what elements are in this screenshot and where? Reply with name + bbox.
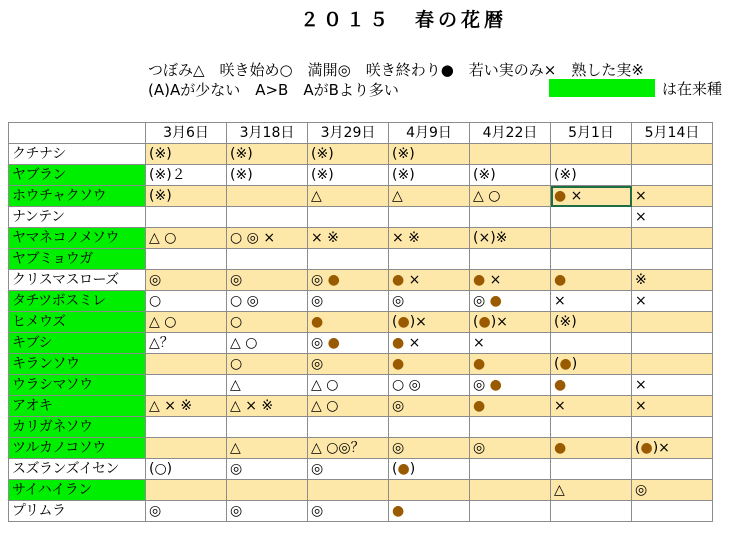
status-cell[interactable] bbox=[551, 375, 632, 396]
filled-circle-symbol: ● bbox=[554, 440, 567, 456]
status-cell[interactable]: (●)× bbox=[470, 312, 551, 333]
status-cell[interactable]: ○ bbox=[227, 312, 308, 333]
plant-row bbox=[9, 270, 713, 291]
filled-circle-symbol: ● bbox=[559, 356, 572, 372]
status-cell[interactable] bbox=[470, 354, 551, 375]
status-cell[interactable] bbox=[632, 459, 713, 480]
status-cell[interactable]: ● × bbox=[470, 270, 551, 291]
plant-row bbox=[9, 438, 713, 459]
status-cell[interactable] bbox=[308, 480, 389, 501]
date-header-cell[interactable]: 3月18日 bbox=[227, 123, 308, 144]
status-cell[interactable] bbox=[389, 249, 470, 270]
filled-circle-symbol: ● bbox=[640, 440, 653, 456]
status-cell[interactable] bbox=[470, 396, 551, 417]
status-cell[interactable]: ◎ ● bbox=[308, 270, 389, 291]
filled-circle-symbol: ● bbox=[392, 335, 405, 351]
filled-circle-symbol: ● bbox=[397, 314, 410, 330]
status-cell[interactable]: ◎ bbox=[308, 291, 389, 312]
filled-circle-symbol: ● bbox=[489, 377, 502, 393]
status-cell[interactable] bbox=[470, 480, 551, 501]
status-cell[interactable]: △ bbox=[227, 375, 308, 396]
plant-name-cell[interactable]: ナンテン bbox=[9, 207, 146, 228]
status-cell[interactable] bbox=[551, 438, 632, 459]
status-cell[interactable]: (※) bbox=[146, 186, 227, 207]
filled-circle-symbol: ● bbox=[478, 314, 491, 330]
status-cell[interactable]: × bbox=[470, 333, 551, 354]
status-cell[interactable]: △ bbox=[227, 438, 308, 459]
plant-row bbox=[9, 354, 713, 375]
plant-row bbox=[9, 228, 713, 249]
status-cell[interactable] bbox=[146, 417, 227, 438]
status-cell[interactable] bbox=[389, 354, 470, 375]
status-cell[interactable] bbox=[146, 480, 227, 501]
status-cell[interactable] bbox=[551, 144, 632, 165]
status-cell[interactable]: (※) bbox=[308, 165, 389, 186]
status-cell[interactable]: (※) bbox=[389, 165, 470, 186]
status-cell[interactable] bbox=[470, 207, 551, 228]
status-cell[interactable] bbox=[632, 354, 713, 375]
status-cell[interactable]: (※) bbox=[227, 165, 308, 186]
plant-row bbox=[9, 165, 713, 186]
status-cell[interactable] bbox=[470, 501, 551, 522]
plant-name-cell[interactable]: アオキ bbox=[9, 396, 146, 417]
plant-name-cell[interactable]: ヒメウズ bbox=[9, 312, 146, 333]
plant-name-cell[interactable]: ヤマネコノメソウ bbox=[9, 228, 146, 249]
status-cell[interactable]: × bbox=[632, 396, 713, 417]
plant-name-cell[interactable]: キブシ bbox=[9, 333, 146, 354]
legend-abundance: (A)Aが少ない A>B AがBより多い bbox=[148, 81, 399, 99]
status-cell[interactable]: ○ ◎ × bbox=[227, 228, 308, 249]
status-cell[interactable]: ◎ bbox=[470, 438, 551, 459]
status-cell[interactable]: × ※ bbox=[308, 228, 389, 249]
status-cell[interactable]: ◎ ● bbox=[470, 291, 551, 312]
status-cell[interactable]: (○) bbox=[146, 459, 227, 480]
status-cell[interactable]: ○ ◎ bbox=[227, 291, 308, 312]
status-cell[interactable] bbox=[146, 354, 227, 375]
selected-cell[interactable]: ● × bbox=[551, 186, 632, 207]
status-cell[interactable] bbox=[227, 417, 308, 438]
filled-circle-symbol: ● bbox=[392, 356, 405, 372]
status-cell[interactable]: (●) bbox=[389, 459, 470, 480]
sheet-title: ２０１５ 春の花暦 bbox=[300, 9, 508, 31]
status-cell[interactable]: ◎ bbox=[227, 270, 308, 291]
status-cell[interactable] bbox=[308, 207, 389, 228]
plant-name-cell[interactable]: タチツボスミレ bbox=[9, 291, 146, 312]
status-cell[interactable]: △ ○ bbox=[146, 312, 227, 333]
status-cell[interactable]: △ bbox=[551, 480, 632, 501]
plant-row bbox=[9, 333, 713, 354]
plant-row bbox=[9, 249, 713, 270]
date-header-cell[interactable]: 3月29日 bbox=[308, 123, 389, 144]
status-cell[interactable]: × bbox=[551, 291, 632, 312]
status-cell[interactable]: ○ bbox=[146, 291, 227, 312]
plant-row bbox=[9, 501, 713, 522]
status-cell[interactable]: △ ○ bbox=[308, 396, 389, 417]
status-cell[interactable]: △ bbox=[308, 186, 389, 207]
status-cell[interactable] bbox=[632, 312, 713, 333]
plant-name-cell[interactable]: ホウチャクソウ bbox=[9, 186, 146, 207]
status-cell[interactable]: △ ○ bbox=[470, 186, 551, 207]
status-cell[interactable]: △ bbox=[389, 186, 470, 207]
status-cell[interactable]: (※) bbox=[146, 144, 227, 165]
status-cell[interactable]: △ ○ bbox=[146, 228, 227, 249]
status-cell[interactable]: × bbox=[632, 291, 713, 312]
status-cell[interactable] bbox=[470, 417, 551, 438]
status-cell[interactable]: △？ bbox=[146, 333, 227, 354]
status-cell[interactable]: (※) bbox=[551, 165, 632, 186]
header-corner-cell[interactable] bbox=[9, 123, 146, 144]
status-cell[interactable]: ◎ bbox=[389, 396, 470, 417]
status-cell[interactable]: ◎ bbox=[308, 354, 389, 375]
filled-circle-symbol: ● bbox=[554, 272, 567, 288]
status-cell[interactable]: ◎ ● bbox=[308, 333, 389, 354]
plant-row bbox=[9, 186, 713, 207]
filled-circle-symbol: ● bbox=[554, 377, 567, 393]
filled-circle-symbol: ● bbox=[473, 356, 486, 372]
status-cell[interactable] bbox=[146, 207, 227, 228]
status-cell[interactable] bbox=[551, 228, 632, 249]
status-cell[interactable] bbox=[632, 501, 713, 522]
status-cell[interactable]: (●)× bbox=[632, 438, 713, 459]
native-legend-label: は在来種 bbox=[662, 80, 723, 98]
status-cell[interactable]: ◎ ● bbox=[470, 375, 551, 396]
status-cell[interactable] bbox=[551, 270, 632, 291]
plant-name-cell[interactable]: サイハイラン bbox=[9, 480, 146, 501]
status-cell[interactable] bbox=[632, 249, 713, 270]
status-cell[interactable] bbox=[632, 417, 713, 438]
status-cell[interactable]: (※) bbox=[551, 312, 632, 333]
native-color-swatch bbox=[549, 79, 655, 97]
status-cell[interactable]: △ ○ bbox=[227, 333, 308, 354]
plant-name-cell[interactable]: カリガネソウ bbox=[9, 417, 146, 438]
header-row bbox=[9, 123, 713, 144]
filled-circle-symbol: ● bbox=[392, 503, 405, 519]
date-header-cell[interactable]: 5月1日 bbox=[551, 123, 632, 144]
status-cell[interactable] bbox=[389, 480, 470, 501]
status-cell[interactable] bbox=[632, 333, 713, 354]
status-cell[interactable] bbox=[551, 417, 632, 438]
status-cell[interactable] bbox=[308, 249, 389, 270]
plant-name-cell[interactable]: プリムラ bbox=[9, 501, 146, 522]
status-cell[interactable]: × bbox=[632, 207, 713, 228]
status-cell[interactable] bbox=[308, 312, 389, 333]
plant-row bbox=[9, 312, 713, 333]
bloom-calendar-table bbox=[8, 122, 713, 522]
filled-circle-symbol: ● bbox=[327, 272, 340, 288]
status-cell[interactable]: × bbox=[551, 396, 632, 417]
filled-circle-symbol: ● bbox=[311, 314, 324, 330]
status-cell[interactable]: ◎ bbox=[146, 270, 227, 291]
legend-symbols: つぼみ△ 咲き始め○ 満開◎ 咲き終わり● 若い実のみ× 熟した実※ bbox=[148, 61, 644, 79]
status-cell[interactable] bbox=[227, 249, 308, 270]
status-cell[interactable]: (※) bbox=[470, 165, 551, 186]
plant-name-cell[interactable]: ヤブラン bbox=[9, 165, 146, 186]
status-cell[interactable]: (×)※ bbox=[470, 228, 551, 249]
status-cell[interactable]: ● × bbox=[389, 333, 470, 354]
status-cell[interactable]: △ × ※ bbox=[227, 396, 308, 417]
filled-circle-symbol: ● bbox=[392, 272, 405, 288]
status-cell[interactable] bbox=[632, 144, 713, 165]
plant-name-cell[interactable]: スズランズイセン bbox=[9, 459, 146, 480]
plant-row bbox=[9, 459, 713, 480]
plant-row bbox=[9, 480, 713, 501]
status-cell[interactable] bbox=[389, 207, 470, 228]
status-cell[interactable] bbox=[227, 207, 308, 228]
status-cell[interactable] bbox=[551, 501, 632, 522]
status-cell[interactable]: (※) bbox=[389, 144, 470, 165]
date-header-cell[interactable]: 5月14日 bbox=[632, 123, 713, 144]
status-cell[interactable] bbox=[389, 501, 470, 522]
status-cell[interactable] bbox=[551, 459, 632, 480]
status-cell[interactable] bbox=[227, 186, 308, 207]
plant-row bbox=[9, 417, 713, 438]
status-cell[interactable] bbox=[146, 375, 227, 396]
status-cell[interactable]: (※) bbox=[227, 144, 308, 165]
status-cell[interactable]: × ※ bbox=[389, 228, 470, 249]
filled-circle-symbol: ● bbox=[473, 272, 486, 288]
plant-row bbox=[9, 207, 713, 228]
status-cell[interactable] bbox=[470, 249, 551, 270]
plant-name-cell[interactable]: ヤブミョウガ bbox=[9, 249, 146, 270]
status-cell[interactable]: ◎ bbox=[389, 438, 470, 459]
filled-circle-symbol: ● bbox=[473, 398, 486, 414]
filled-circle-symbol: ● bbox=[489, 293, 502, 309]
status-cell[interactable]: △ × ※ bbox=[146, 396, 227, 417]
plant-name-cell[interactable]: ツルカノコソウ bbox=[9, 438, 146, 459]
plant-row bbox=[9, 291, 713, 312]
status-cell[interactable]: ◎ bbox=[389, 291, 470, 312]
date-header-cell[interactable]: 4月9日 bbox=[389, 123, 470, 144]
status-cell[interactable]: ● × bbox=[389, 270, 470, 291]
status-cell[interactable] bbox=[470, 144, 551, 165]
status-cell[interactable] bbox=[227, 480, 308, 501]
date-header-cell[interactable]: 3月6日 bbox=[146, 123, 227, 144]
status-cell[interactable] bbox=[470, 459, 551, 480]
status-cell[interactable] bbox=[632, 165, 713, 186]
status-cell[interactable]: ◎ bbox=[632, 480, 713, 501]
plant-name-cell[interactable]: クチナシ bbox=[9, 144, 146, 165]
plant-row bbox=[9, 144, 713, 165]
status-cell[interactable]: (※)２ bbox=[146, 165, 227, 186]
plant-name-cell[interactable]: クリスマスローズ bbox=[9, 270, 146, 291]
plant-row bbox=[9, 396, 713, 417]
status-cell[interactable]: △ ○ bbox=[308, 375, 389, 396]
plant-row bbox=[9, 375, 713, 396]
status-cell[interactable]: (※) bbox=[308, 144, 389, 165]
filled-circle-symbol: ● bbox=[327, 335, 340, 351]
status-cell[interactable]: ◎ bbox=[227, 501, 308, 522]
status-cell[interactable]: ◎ bbox=[308, 459, 389, 480]
status-cell[interactable] bbox=[551, 333, 632, 354]
status-cell[interactable]: × bbox=[632, 375, 713, 396]
status-cell[interactable]: ◎ bbox=[146, 501, 227, 522]
date-header-cell[interactable]: 4月22日 bbox=[470, 123, 551, 144]
status-cell[interactable]: ◎ bbox=[227, 459, 308, 480]
plant-name-cell[interactable]: キランソウ bbox=[9, 354, 146, 375]
status-cell[interactable] bbox=[146, 249, 227, 270]
status-cell[interactable]: × bbox=[632, 186, 713, 207]
filled-circle-symbol: ● bbox=[554, 188, 567, 204]
status-cell[interactable] bbox=[551, 207, 632, 228]
status-cell[interactable]: ◎ bbox=[308, 501, 389, 522]
filled-circle-symbol: ● bbox=[397, 461, 410, 477]
status-cell[interactable] bbox=[551, 249, 632, 270]
status-cell[interactable]: (●) bbox=[551, 354, 632, 375]
status-cell[interactable] bbox=[146, 438, 227, 459]
plant-name-cell[interactable]: ウラシマソウ bbox=[9, 375, 146, 396]
status-cell[interactable]: ※ bbox=[632, 270, 713, 291]
status-cell[interactable] bbox=[632, 228, 713, 249]
status-cell[interactable]: (●)× bbox=[389, 312, 470, 333]
status-cell[interactable]: ○ bbox=[227, 354, 308, 375]
status-cell[interactable] bbox=[389, 417, 470, 438]
status-cell[interactable]: △ ○◎？ bbox=[308, 438, 389, 459]
status-cell[interactable]: ○ ◎ bbox=[389, 375, 470, 396]
status-cell[interactable] bbox=[308, 417, 389, 438]
